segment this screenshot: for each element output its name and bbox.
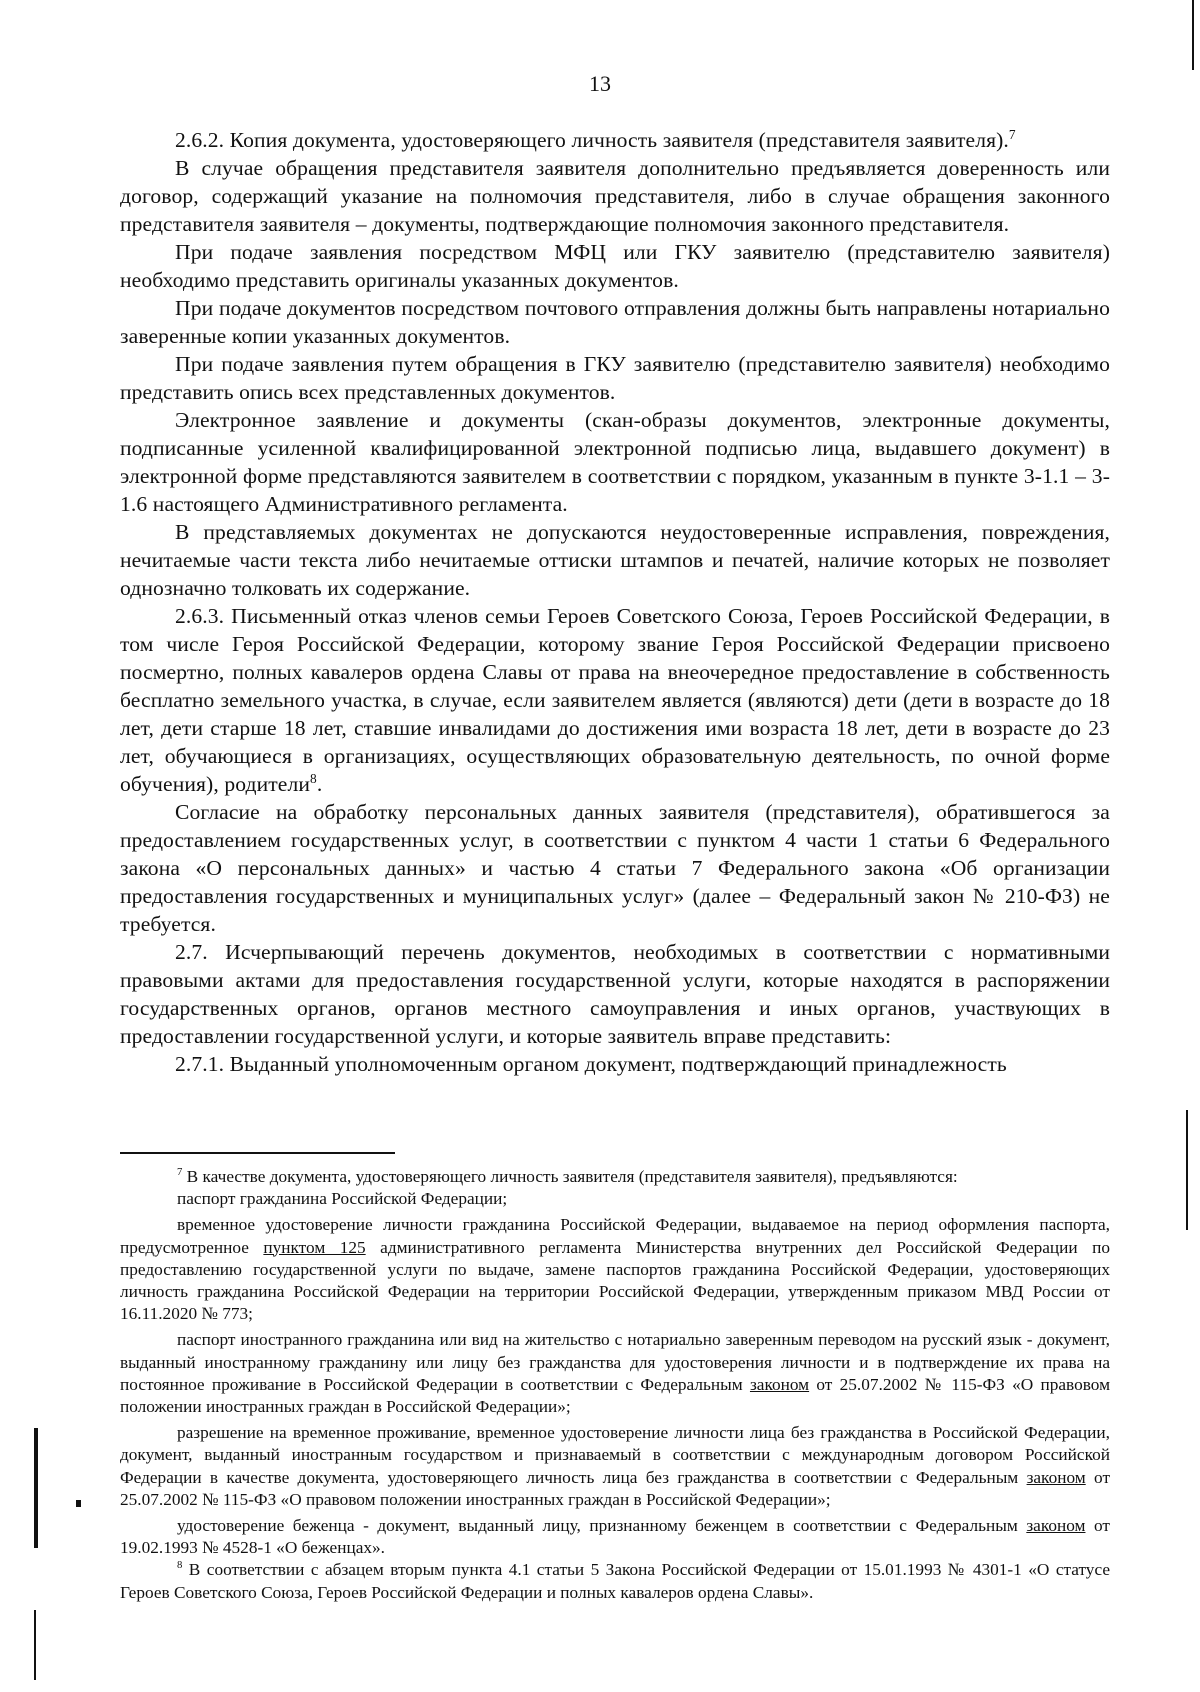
footnote-link[interactable]: законом: [1026, 1467, 1086, 1487]
paragraph-text: 2.6.2. Копия документа, удостоверяющего личность заявителя (представителя заявителя).: [175, 128, 1009, 152]
footnote-link[interactable]: законом: [749, 1374, 810, 1394]
paragraph: Электронное заявление и документы (скан-образы документов, электронные документы, подписанные усиленной квалифицированной электронной подписью лица, выдавшего документ) в электронной форме представляются заявителем в соответствии с порядком, указанным в пункте 3-1.1 – 3-1.6 настоящего Административного регламента.: [120, 408, 1110, 516]
document-body: [120, 126, 1110, 1078]
footnote-ref-7[interactable]: 7: [1008, 126, 1016, 142]
paragraph-2-6-3: [120, 602, 1110, 798]
scan-edge-mark: [34, 1428, 38, 1548]
footnote-link[interactable]: пунктом 125: [263, 1237, 366, 1257]
footnote-8: [120, 1559, 1110, 1603]
footnote-7-item: [120, 1329, 1110, 1418]
scan-edge-mark: [1186, 1110, 1188, 1230]
footnotes: [120, 1166, 1110, 1608]
paragraph: В представляемых документах не допускаются неудостоверенные исправления, повреждения, нечитаемые части текста либо нечитаемые оттиски штампов и печатей, наличие которых не позволяет однозначно толковать их содержание.: [120, 520, 1110, 600]
footnote-text: от 25.07.2002 № 115-ФЗ «О правовом положении иностранных граждан в Российской Федерации»;: [120, 1467, 1110, 1509]
footnote-text: В соответствии с абзацем вторым пункта 4.1 статьи 5 Закона Российской Федерации от 15.01.1993 № 4301-1 «О статусе Героев Советского Союза, Героев Российской Федерации и полных кавалеров ордена Славы».: [120, 1560, 1110, 1602]
paragraph-text: 2.6.3. Письменный отказ членов семьи Героев Советского Союза, Героев Российской Федерации, в том числе Героя Российской Федерации, которому звание Героя Российской Федерации присвоено посмертно, полных кавалеров ордена Славы от права на внеочередное предоставление в собственность бесплатно земельного участка, в случае, если заявителем является (являются) дети (дети в возрасте до 18 лет, дети старше 18 лет, ставшие инвалидами до достижения ими возраста 18 лет, дети в возрасте до 23 лет, обучающиеся в организациях, осуществляющих образовательную деятельность, по очной форме обучения), родители: [120, 604, 1110, 796]
footnote-7-item: [120, 1422, 1110, 1511]
paragraph: При подаче заявления посредством МФЦ или ГКУ заявителю (представителю заявителя) необходимо представить оригиналы указанных документов.: [120, 240, 1110, 292]
footnote-text: разрешение на временное проживание, временное удостоверение личности лица без гражданства в Российской Федерации, документ, выданный иностранным государством и признаваемый в соответствии с международным договором Российской Федерации в качестве документа, удостоверяющего личность лица без гражданства в соответствии с Федеральным: [120, 1423, 1110, 1487]
paragraph-2-7: 2.7. Исчерпывающий перечень документов, необходимых в соответствии с нормативными правовыми актами для предоставления государственной услуги, которые находятся в распоряжении государственных органов, органов местного самоуправления и иных органов, участвующих в предоставлении государственной услуги, и которые заявитель вправе представить:: [120, 940, 1110, 1048]
footnote-7: [120, 1166, 1110, 1188]
paragraph: При подаче документов посредством почтового отправления должны быть направлены нотариально заверенные копии указанных документов.: [120, 296, 1110, 348]
footnote-link[interactable]: законом: [1026, 1516, 1086, 1536]
footnote-text: удостоверение беженца - документ, выданный лицу, признанному беженцем в соответствии с Федеральным: [177, 1516, 1027, 1536]
paragraph-2-7-1: 2.7.1. Выданный уполномоченным органом документ, подтверждающий принадлежность: [175, 1052, 1007, 1076]
paragraph: В случае обращения представителя заявителя дополнительно предъявляется доверенность или договор, содержащий указание на полномочия представителя, либо в случае обращения законного представителя заявителя – документы, подтверждающие полномочия законного представителя.: [120, 156, 1110, 236]
scan-dot: [76, 1500, 81, 1507]
footnote-text: от 25.07.2002 № 115-ФЗ «О правовом положении иностранных граждан в Российской Федерации»;: [120, 1374, 1110, 1417]
footnote-7-item: паспорт гражданина Российской Федерации;: [177, 1189, 508, 1209]
paragraph-2-6-2: [120, 126, 1110, 154]
footnote-text: временное удостоверение личности гражданина Российской Федерации, выдаваемое на период оформления паспорта, предусмотренное: [120, 1215, 1110, 1257]
paragraph: При подаче заявления путем обращения в ГКУ заявителю (представителю заявителя) необходимо представить опись всех представленных документов.: [120, 352, 1110, 404]
footnote-text: В качестве документа, удостоверяющего личность заявителя (представителя заявителя), предъявляются:: [182, 1167, 958, 1186]
footnote-ref-8[interactable]: 8: [310, 770, 317, 786]
paragraph: Согласие на обработку персональных данных заявителя (представителя), обратившегося за предоставлением государственных услуг, в соответствии с пунктом 4 части 1 статьи 6 Федерального закона «О персональных данных» и частью 4 статьи 7 Федерального закона «Об организации предоставления государственных и муниципальных услуг» (далее – Федеральный закон № 210-ФЗ) не требуется.: [120, 800, 1110, 936]
page-number: 13: [589, 71, 611, 96]
footnote-text: от 19.02.1993 № 4528-1 «О беженцах».: [120, 1516, 1110, 1558]
footnote-7-item: [120, 1214, 1110, 1325]
scan-edge-mark: [1192, 0, 1194, 70]
footnote-separator: [120, 1152, 395, 1154]
footnote-mark-7: 7: [177, 1166, 183, 1179]
scan-edge-mark: [34, 1610, 36, 1680]
footnote-7-item: [120, 1515, 1110, 1559]
paragraph-end: .: [316, 772, 323, 796]
footnote-mark-8: 8: [177, 1559, 183, 1572]
footnote-text: административного регламента Министерства внутренних дел Российской Федерации по предоставлению государственной услуги по выдаче, замене паспортов гражданина Российской Федерации, удостоверяющих личность гражданина Российской Федерации на территории Российской Федерации, утвержденным приказом МВД России от 16.11.2020 № 773;: [120, 1237, 1111, 1324]
footnote-text: паспорт иностранного гражданина или вид на жительство с нотариально заверенным переводом на русский язык - документ, выданный иностранному гражданину или лицу без гражданства для удостоверения личности и в подтверждение их права на постоянное проживание в Российской Федерации в соответствии с Федеральным: [120, 1330, 1110, 1394]
